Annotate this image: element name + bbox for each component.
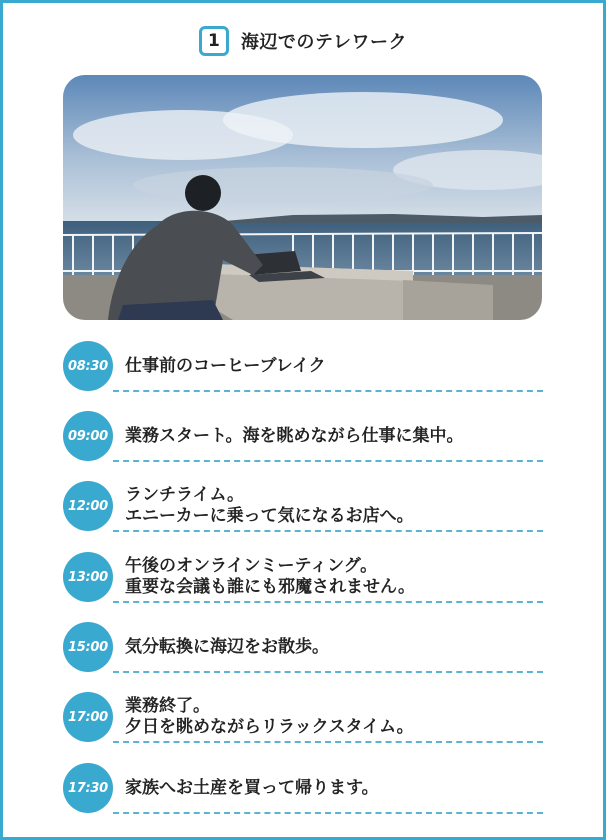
time-badge: 12:00 [63, 481, 113, 531]
schedule-text-line: 重要な会議も誰にも邪魔されません。 [125, 577, 416, 597]
section-number-badge: 1 [199, 26, 229, 56]
schedule-text [125, 485, 414, 527]
divider-dashed [113, 741, 543, 743]
divider-dashed [113, 812, 543, 814]
concrete-bench [403, 280, 493, 320]
divider-dashed [113, 390, 543, 392]
divider-dashed [113, 671, 543, 673]
schedule-text [125, 556, 415, 598]
schedule-text [125, 696, 414, 738]
schedule-text-line: 仕事前のコーヒーブレイク [125, 356, 326, 376]
time-badge: 17:00 [63, 692, 113, 742]
person-head [185, 175, 221, 211]
seaside-telework-photo [63, 75, 542, 320]
section-title: 海辺でのテレワーク [240, 32, 408, 53]
schedule-item [63, 411, 543, 471]
schedule-text [125, 637, 329, 658]
schedule-text-line: 業務スタート。海を眺めながら仕事に集中。 [125, 426, 464, 446]
divider-dashed [113, 460, 543, 462]
schedule-item [63, 341, 543, 401]
divider-dashed [113, 530, 543, 532]
schedule-item [63, 552, 543, 612]
schedule-item [63, 692, 543, 752]
schedule-text-line: ランチライム。 [125, 485, 244, 505]
schedule-item [63, 763, 543, 823]
time-badge: 13:00 [63, 552, 113, 602]
schedule-text [125, 356, 326, 377]
schedule-text-line: 午後のオンラインミーティング。 [125, 556, 378, 576]
time-badge: 09:00 [63, 411, 113, 461]
schedule-text-line: 家族へお土産を買って帰ります。 [125, 778, 379, 798]
schedule-text-line: 気分転換に海辺をお散歩。 [125, 637, 329, 657]
schedule-text [125, 426, 463, 447]
divider-dashed [113, 601, 543, 603]
schedule-item [63, 481, 543, 541]
time-badge: 17:30 [63, 763, 113, 813]
schedule-text [125, 778, 379, 799]
schedule-text-line: 業務終了。 [125, 696, 210, 716]
photo-illustration [63, 75, 542, 320]
schedule-text-line: エニーカーに乗って気になるお店へ。 [125, 506, 414, 526]
section-header [0, 26, 606, 56]
time-badge: 15:00 [63, 622, 113, 672]
time-badge: 08:30 [63, 341, 113, 391]
schedule-item [63, 622, 543, 682]
schedule-text-line: 夕日を眺めながらリラックスタイム。 [125, 717, 414, 737]
